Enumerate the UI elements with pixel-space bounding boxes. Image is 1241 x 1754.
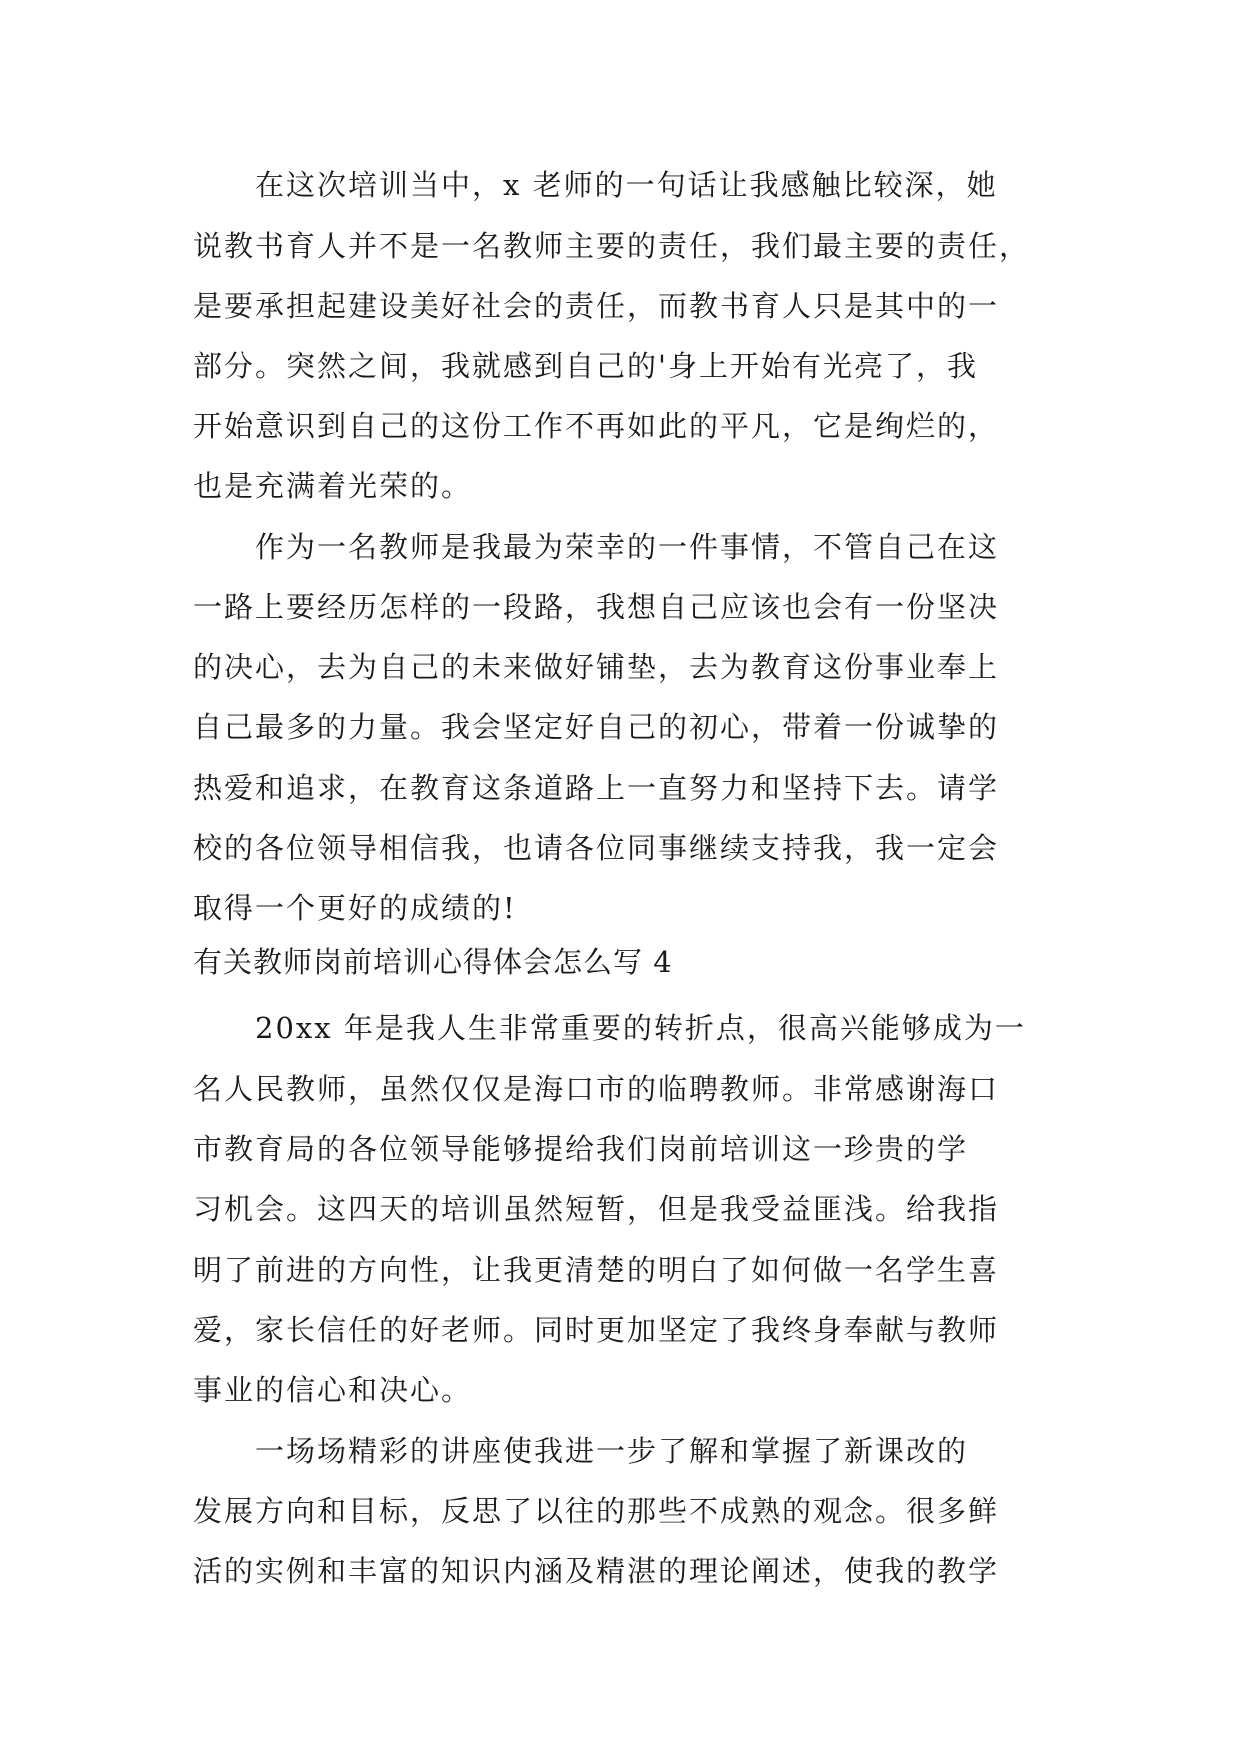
paragraph-line: 部分。突然之间，我就感到自己的'身上开始有光亮了，我 — [193, 349, 978, 383]
paragraph-line: 作为一名教师是我最为荣幸的一件事情，不管自己在这 — [255, 530, 1000, 564]
paragraph-line: 自己最多的力量。我会坚定好自己的初心，带着一份诚挚的 — [193, 710, 1000, 744]
section-heading: 有关教师岗前培训心得体会怎么写 4 — [193, 945, 673, 979]
paragraph-line: 一场场精彩的讲座使我进一步了解和掌握了新课改的 — [255, 1434, 969, 1468]
paragraph-line: 市教育局的各位领导能够提给我们岗前培训这一珍贵的学 — [193, 1132, 969, 1166]
paragraph-line: 一路上要经历怎样的一段路，我想自己应该也会有一份坚决 — [193, 590, 1000, 624]
paragraph-line: 开始意识到自己的这份工作不再如此的平凡，它是绚烂的， — [193, 409, 1000, 443]
paragraph-line: 在这次培训当中，x 老师的一句话让我感触比较深，她 — [255, 168, 998, 202]
paragraph-line: 事业的信心和决心。 — [193, 1373, 473, 1407]
paragraph-line: 明了前进的方向性，让我更清楚的明白了如何做一名学生喜 — [193, 1253, 1000, 1287]
paragraph-line: 也是充满着光荣的。 — [193, 469, 473, 503]
paragraph-line: 热爱和追求，在教育这条道路上一直努力和坚持下去。请学 — [193, 771, 1000, 805]
paragraph-line: 习机会。这四天的培训虽然短暂，但是我受益匪浅。给我指 — [193, 1192, 1000, 1226]
paragraph-line: 名人民教师，虽然仅仅是海口市的临聘教师。非常感谢海口 — [193, 1072, 1000, 1106]
paragraph-line: 活的实例和丰富的知识内涵及精湛的理论阐述，使我的教学 — [193, 1554, 1000, 1588]
paragraph-line: 是要承担起建设美好社会的责任，而教书育人只是其中的一 — [193, 289, 1000, 323]
paragraph-line: 发展方向和目标，反思了以往的那些不成熟的观念。很多鲜 — [193, 1494, 1000, 1528]
paragraph-line: 爱，家长信任的好老师。同时更加坚定了我终身奉献与教师 — [193, 1313, 1000, 1347]
paragraph-line: 的决心，去为自己的未来做好铺垫，去为教育这份事业奉上 — [193, 650, 1000, 684]
paragraph-line: 20xx 年是我人生非常重要的转折点，很高兴能够成为一 — [255, 1011, 1026, 1045]
paragraph-line: 说教书育人并不是一名教师主要的责任，我们最主要的责任， — [193, 229, 1031, 263]
paragraph-line: 取得一个更好的成绩的! — [193, 891, 517, 925]
paragraph-line: 校的各位领导相信我，也请各位同事继续支持我，我一定会 — [193, 831, 1000, 865]
